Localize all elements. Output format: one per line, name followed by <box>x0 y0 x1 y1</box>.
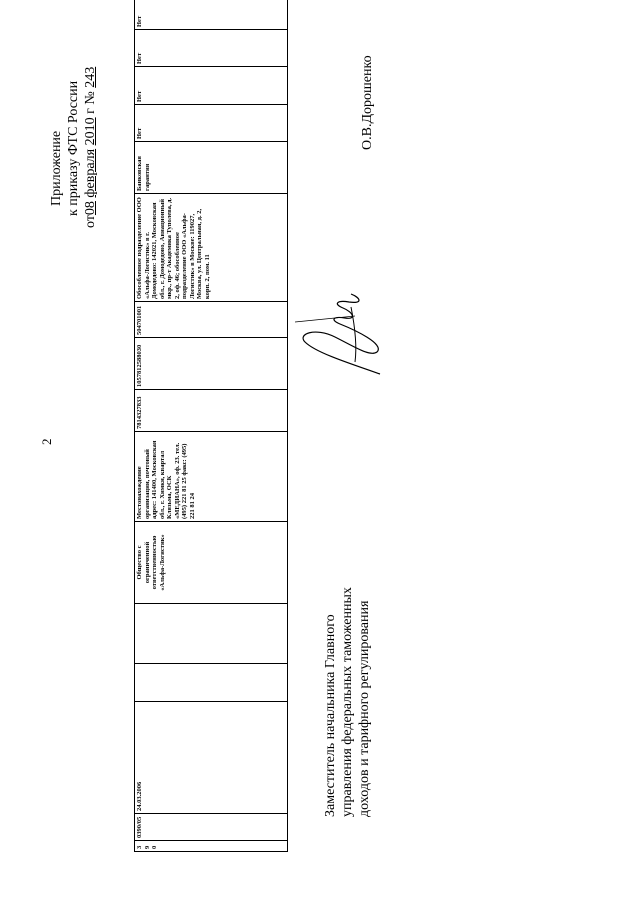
handwritten-signature <box>285 292 405 382</box>
inn: 7814327833 <box>135 390 288 432</box>
appendix-order-ref: к приказу ФТС России <box>66 80 81 216</box>
registration-date: 24.03.2006 <box>135 702 288 814</box>
registry-table <box>134 0 288 852</box>
ogrn: 1057812588030 <box>135 338 288 390</box>
date-prefix: от <box>83 215 98 228</box>
date-month: февраля <box>83 148 98 198</box>
table-row <box>135 0 288 852</box>
signatory-title <box>322 587 373 817</box>
kpp: 504701001 <box>135 302 288 338</box>
row-number: 390 <box>135 841 288 852</box>
signatory-title-line: доходов и тарифного регулирования <box>357 600 372 817</box>
subdivisions: Обособленное подразделение ООО «Альфа-Логистик» в г. Домодедово: 142021, Московская обл., г. Домодедово, Авиационный мкр., пр-т Академика Туполева, д. 2, оф. 46; обособленное подразделение ООО «Альфа-Логистик» в Москве: 119027, Москва, ул. Центральная, д. 2, корп. 2, пом. 11 <box>135 194 288 302</box>
number-label: г № <box>83 91 98 114</box>
page-number: 2 <box>39 438 54 445</box>
flag-cell: Нет <box>135 0 288 30</box>
signatory-title-line: управления федеральных таможенных <box>340 587 355 817</box>
date-day: 08 <box>83 201 98 216</box>
signatory-title-line: Заместитель начальника Главного <box>323 614 338 817</box>
flag-cell: Нет <box>135 30 288 67</box>
flag-cell: Нет <box>135 105 288 142</box>
appendix-header <box>48 67 99 228</box>
empty-cell <box>135 664 288 702</box>
guarantee-type: Банковская гарантия <box>135 142 288 194</box>
appendix-title: Приложение <box>49 130 64 206</box>
empty-cell <box>135 604 288 664</box>
registration-number: 0390/05 <box>135 814 288 841</box>
signatory-name: О.В.Дорошенко <box>360 55 375 150</box>
order-number: 243 <box>83 66 98 88</box>
organization-name: Общество с ограниченной ответственностью «Альфа-Логистик» <box>135 522 288 604</box>
appendix-date-line <box>82 67 99 228</box>
date-year: 2010 <box>83 117 98 146</box>
flag-cell: Нет <box>135 67 288 105</box>
organization-location: Местонахождение организации, почтовый адрес: 141400, Московская обл., г. Химки, квартал Клязьма, ОСК «МЕДИАНА», оф. 23. тел. (495) 221 81 25 факс: (495) 221 81 24 <box>135 432 288 522</box>
